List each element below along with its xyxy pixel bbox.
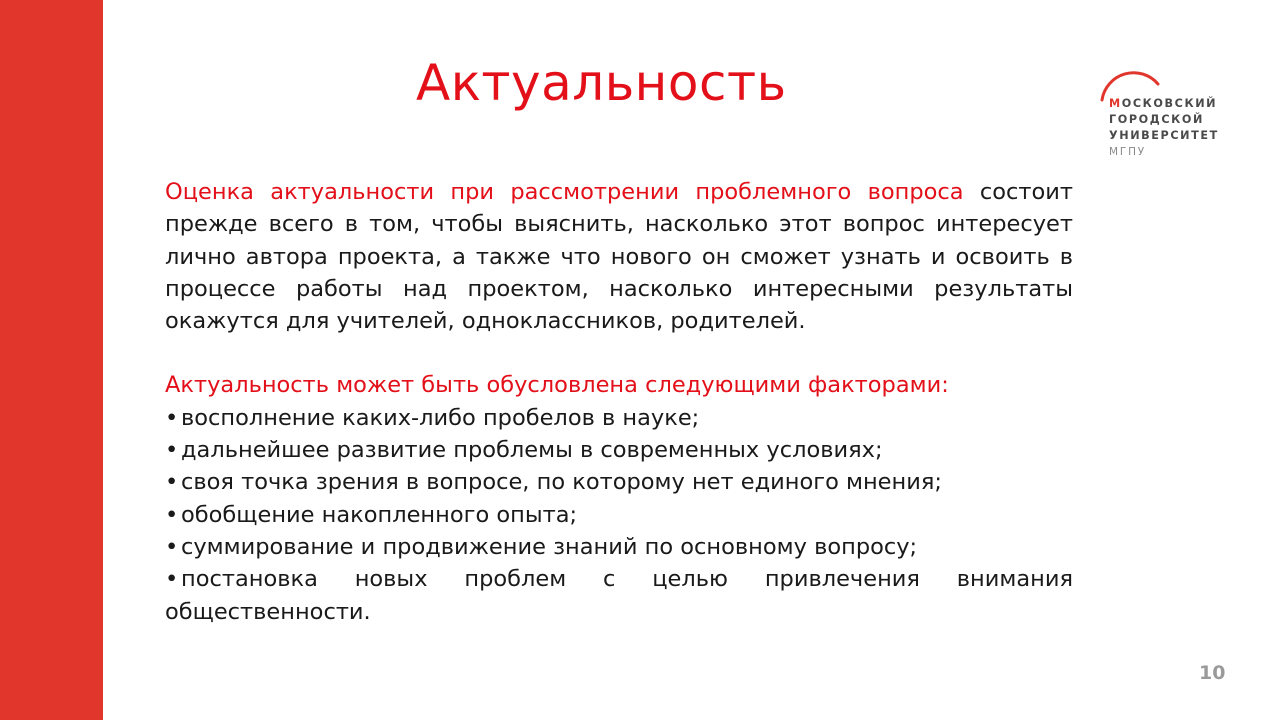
bullet-icon: • bbox=[165, 404, 179, 431]
bullet-icon: • bbox=[165, 501, 179, 528]
factors-heading: Актуальность может быть обусловлена следующими факторами: bbox=[165, 372, 949, 399]
bullet-icon: • bbox=[165, 566, 179, 593]
slide-body bbox=[165, 176, 1073, 628]
intro-highlight: Оценка актуальности при рассмотрении проблемного вопроса bbox=[165, 179, 964, 205]
list-item: • восполнение каких-либо пробелов в науке; bbox=[165, 402, 1073, 434]
list-item: • суммирование и продвижение знаний по основному вопросу; bbox=[165, 531, 1073, 563]
bullet-icon: • bbox=[165, 437, 179, 464]
list-item: • своя точка зрения в вопросе, по которому нет единого мнения; bbox=[165, 466, 1073, 498]
factors-list bbox=[165, 402, 1073, 628]
logo-line-3: УНИВЕРСИТЕТ bbox=[1109, 129, 1219, 142]
university-logo bbox=[1090, 66, 1230, 166]
logo-line-2: ГОРОДСКОЙ bbox=[1109, 113, 1204, 126]
page-number: 10 bbox=[1199, 662, 1226, 684]
side-accent-bar bbox=[0, 0, 103, 720]
logo-line-4: МГПУ bbox=[1109, 146, 1146, 158]
bullet-icon: • bbox=[165, 533, 179, 560]
intro-text: состоит прежде всего в том, чтобы выяснить, насколько этот вопрос интересует лично автора проекта, а также что нового он сможет узнать и освоить в процессе работы над проектом, насколько интересными результаты окажутся для учителей, одноклассников, родителей. bbox=[165, 179, 1074, 335]
list-item: • дальнейшее развитие проблемы в современных условиях; bbox=[165, 434, 1073, 466]
list-item: • обобщение накопленного опыта; bbox=[165, 499, 1073, 531]
bullet-icon: • bbox=[165, 469, 179, 496]
list-item: • постановка новых проблем с целью привлечения внимания общественности. bbox=[165, 563, 1073, 628]
intro-paragraph bbox=[165, 176, 1073, 337]
slide-title: Актуальность bbox=[416, 54, 787, 112]
logo-line-1: МОСКОВСКИЙ bbox=[1109, 97, 1218, 110]
